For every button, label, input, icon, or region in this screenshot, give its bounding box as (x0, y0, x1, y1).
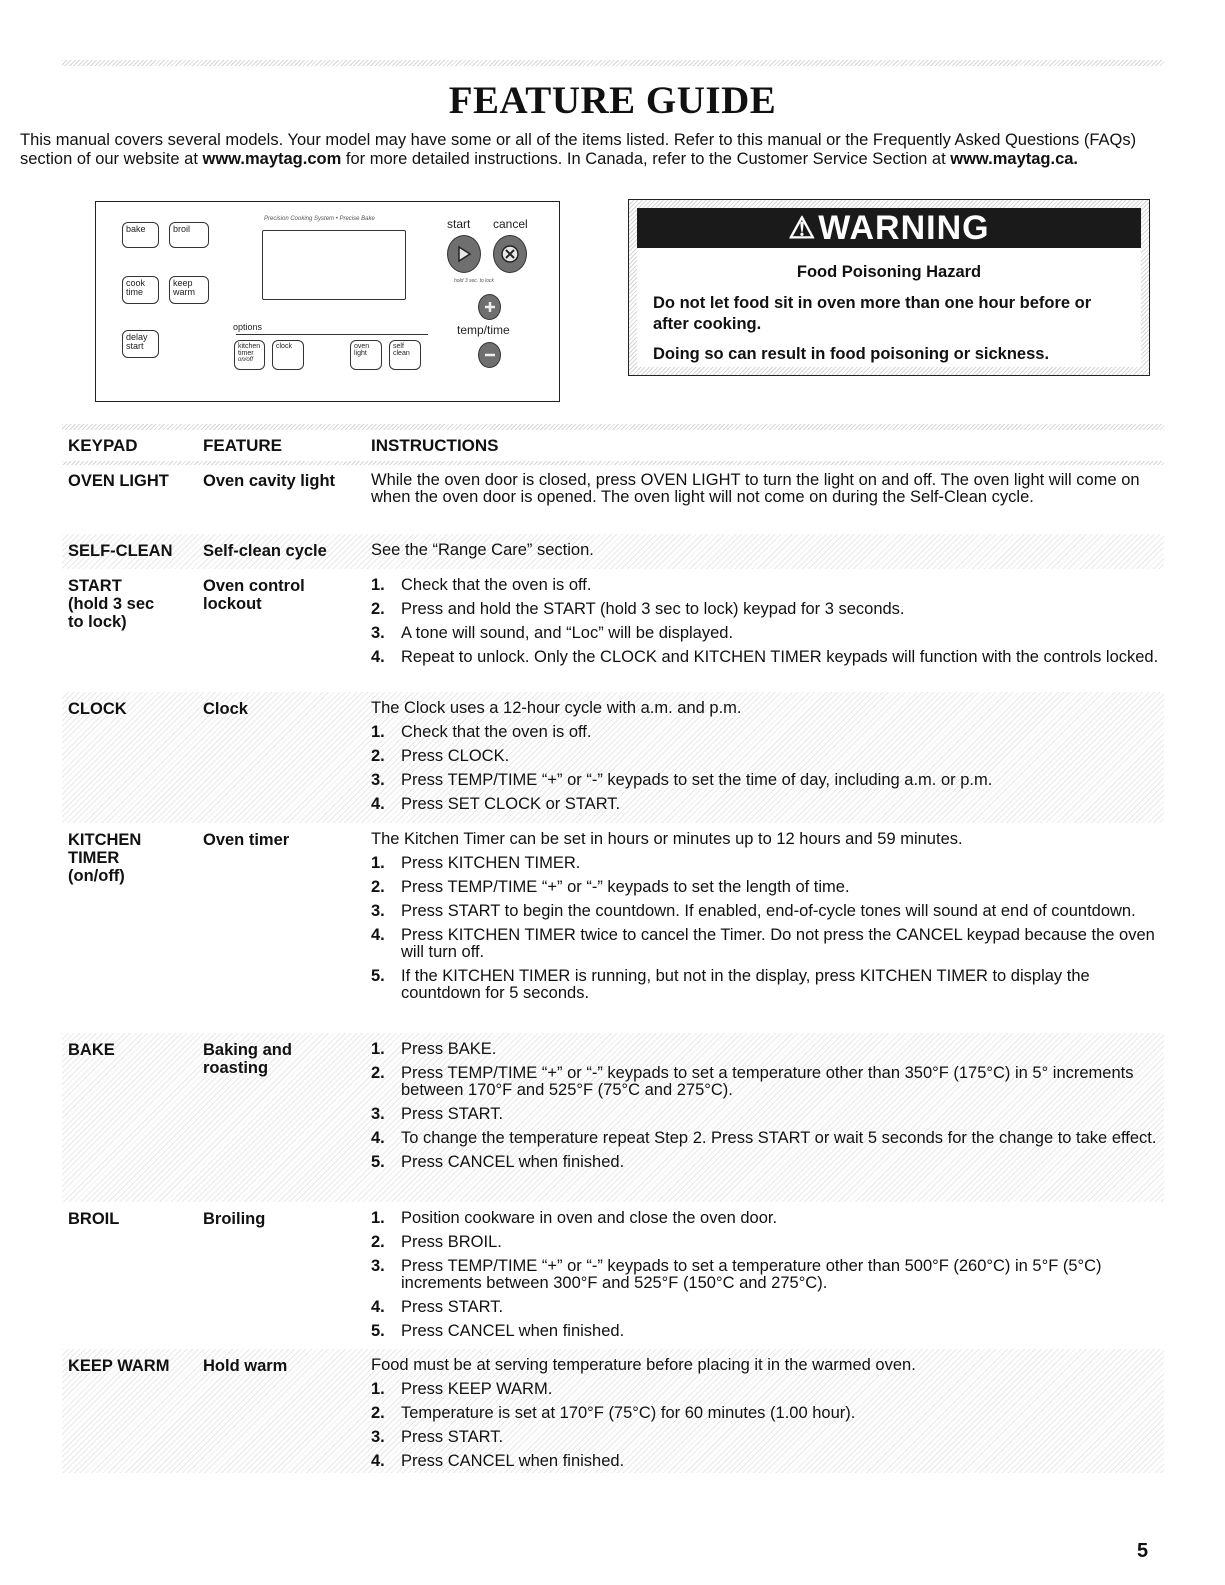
step-number: 1. (371, 854, 385, 872)
step-text: Press START to begin the countdown. If enabled, end-of-cycle tones will sound at end of countdown. (401, 902, 1136, 920)
step-number: 1. (371, 1380, 385, 1398)
options-divider (236, 334, 428, 335)
step-number: 3. (371, 1428, 385, 1446)
table-row (62, 1033, 1164, 1202)
instruction-step (371, 1258, 1161, 1292)
step-text: To change the temperature repeat Step 2. Press START or wait 5 seconds for the change to take effect. (401, 1129, 1157, 1147)
feature-cell: Self-clean cycle (203, 542, 327, 560)
step-text: Press BAKE. (401, 1040, 497, 1058)
instruction-step (371, 1323, 1161, 1340)
step-text: Press START. (401, 1298, 504, 1316)
instruction-step (371, 625, 1161, 642)
instruction-step (371, 1234, 1161, 1251)
instructions-cell (371, 1357, 1161, 1477)
oven-light-key[interactable] (350, 340, 382, 370)
warning-title: WARNING (818, 208, 990, 247)
broil-key-label: broil (173, 224, 191, 234)
step-number: 4. (371, 926, 385, 944)
instruction-step (371, 577, 1161, 594)
oven-light-label-2: light (354, 350, 367, 357)
clock-key[interactable] (272, 340, 304, 370)
step-number: 2. (371, 1064, 385, 1082)
cook-time-key[interactable] (122, 276, 159, 304)
step-text: Press KEEP WARM. (401, 1380, 553, 1398)
instructions-cell (371, 472, 1161, 513)
step-text: Press CANCEL when finished. (401, 1322, 625, 1340)
table-row (62, 464, 1164, 534)
start-label: start (447, 217, 471, 231)
cancel-label: cancel (493, 217, 528, 231)
website-link-us[interactable]: www.maytag.com (202, 150, 342, 168)
step-number: 3. (371, 1257, 385, 1275)
step-number: 2. (371, 1233, 385, 1251)
instruction-step (371, 879, 1161, 896)
instruction-step (371, 1041, 1161, 1058)
instructions-cell (371, 831, 1161, 1009)
instruction-step (371, 649, 1161, 666)
instruction-step (371, 748, 1161, 765)
instruction-step (371, 1405, 1161, 1422)
column-header-instructions: INSTRUCTIONS (371, 436, 499, 455)
table-row (62, 569, 1164, 692)
instructions-cell (371, 1210, 1161, 1347)
step-text: Press TEMP/TIME “+” or “-” keypads to set a temperature other than 350°F (175°C) in 5° increments between 170°F and 525°F (75°C and 275°C). (401, 1064, 1134, 1099)
instruction-step (371, 1210, 1161, 1227)
broil-key[interactable] (169, 222, 209, 248)
kitchen-timer-label-1: kitchen (238, 343, 261, 350)
keep-warm-key[interactable] (169, 276, 209, 304)
step-text: Press and hold the START (hold 3 sec to lock) keypad for 3 seconds. (401, 600, 905, 618)
table-row (62, 692, 1164, 823)
column-header-keypad: KEYPAD (68, 436, 138, 455)
delay-start-label-1: delay (126, 332, 148, 342)
step-text: If the KITCHEN TIMER is running, but not in the display, press KITCHEN TIMER to display the countdown for 5 seconds. (401, 967, 1090, 1002)
instruction-step (371, 1130, 1161, 1147)
step-number: 5. (371, 1322, 385, 1340)
step-text: Press SET CLOCK or START. (401, 795, 621, 813)
page-title: FEATURE GUIDE (448, 79, 777, 122)
keep-warm-label-2: warm (173, 287, 195, 297)
keypad-cell: START (hold 3 sec to lock) (68, 577, 155, 631)
keypad-cell: OVEN LIGHT (68, 472, 169, 490)
table-row (62, 1202, 1164, 1349)
warning-header (637, 208, 1141, 248)
step-text: Press KITCHEN TIMER twice to cancel the Timer. Do not press the CANCEL keypad because the oven will turn off. (401, 926, 1155, 961)
warning-triangle-icon: ⚠ (788, 211, 817, 245)
oven-light-label-1: oven (354, 343, 370, 350)
step-number: 5. (371, 1153, 385, 1171)
step-text: Press BROIL. (401, 1233, 502, 1251)
step-number: 3. (371, 902, 385, 920)
step-number: 3. (371, 624, 385, 642)
kitchen-timer-key[interactable] (234, 340, 265, 370)
step-number: 2. (371, 600, 385, 618)
minus-icon (483, 348, 497, 362)
cook-time-label-1: cook (126, 278, 146, 288)
step-number: 2. (371, 878, 385, 896)
step-number: 1. (371, 723, 385, 741)
step-text: Repeat to unlock. Only the CLOCK and KITCHEN TIMER keypads will function with the controls locked. (401, 648, 1159, 666)
intro-text-1: This manual covers several models. Your model may have some or all of the items listed. Refer to this manual or the Frequently Asked Questions (FAQs) section of our website at (20, 131, 1137, 168)
step-text: Press CLOCK. (401, 747, 510, 765)
keypad-cell: KEEP WARM (68, 1357, 170, 1375)
table-top-rule (62, 424, 1164, 430)
step-number: 4. (371, 1298, 385, 1316)
instruction-text: The Clock uses a 12-hour cycle with a.m. and p.m. (371, 699, 742, 717)
self-clean-key[interactable] (389, 340, 421, 370)
feature-cell: Oven timer (203, 831, 290, 849)
step-number: 2. (371, 747, 385, 765)
instruction-step (371, 1299, 1161, 1316)
start-button[interactable] (447, 235, 481, 273)
keypad-cell: KITCHEN TIMER (on/off) (68, 831, 142, 885)
clock-key-label: clock (276, 343, 292, 350)
temp-time-label: temp/time (457, 323, 510, 337)
plus-icon (483, 300, 497, 314)
step-text: Check that the oven is off. (401, 576, 592, 594)
self-clean-label-1: self (393, 343, 404, 350)
instruction-step (371, 903, 1161, 920)
step-text: Press START. (401, 1428, 504, 1446)
bake-key-label: bake (126, 224, 146, 234)
warning-box (628, 199, 1150, 376)
feature-cell: Oven control lockout (203, 577, 305, 613)
self-clean-label-2: clean (393, 350, 410, 357)
step-number: 4. (371, 795, 385, 813)
keypad-cell: BAKE (68, 1041, 115, 1059)
display-window (262, 230, 406, 300)
page-number: 5 (1137, 1540, 1149, 1562)
instructions-cell (371, 577, 1161, 673)
keypad-cell: SELF-CLEAN (68, 542, 173, 560)
instruction-step (371, 772, 1161, 789)
instruction-step (371, 601, 1161, 618)
intro-text-2: for more detailed instructions. In Canada, refer to the Customer Service Section at (341, 150, 951, 168)
keep-warm-label-1: keep (173, 278, 193, 288)
cancel-button[interactable] (493, 235, 527, 273)
feature-cell: Hold warm (203, 1357, 288, 1375)
intro-paragraph (20, 131, 1180, 169)
instructions-cell (371, 542, 1161, 566)
website-link-ca[interactable]: www.maytag.ca. (950, 150, 1079, 168)
instruction-step (371, 724, 1161, 741)
cancel-icon (500, 244, 520, 264)
step-text: Position cookware in oven and close the oven door. (401, 1209, 778, 1227)
options-label: options (233, 322, 263, 332)
instruction-step (371, 1381, 1161, 1398)
step-text: Press TEMP/TIME “+” or “-” keypads to set the time of day, including a.m. or p.m. (401, 771, 993, 789)
feature-cell: Clock (203, 700, 248, 718)
warning-line-1: Do not let food sit in oven more than one hour before or after cooking. (653, 294, 1092, 333)
hold-lock-label: hold 3 sec. to lock (454, 278, 495, 284)
cook-time-label-2: time (126, 287, 144, 297)
step-text: Press TEMP/TIME “+” or “-” keypads to set the length of time. (401, 878, 850, 896)
instructions-cell (371, 700, 1161, 820)
keypad-cell: BROIL (68, 1210, 120, 1228)
table-row (62, 823, 1164, 1033)
step-text: Press START. (401, 1105, 504, 1123)
step-text: Press TEMP/TIME “+” or “-” keypads to set a temperature other than 500°F (260°C) in 5°F (5°C) increments between 300°F and 525°F (150°C and 275°C). (401, 1257, 1102, 1292)
table-row (62, 534, 1164, 569)
step-number: 4. (371, 648, 385, 666)
warning-line-2: Doing so can result in food poisoning or sickness. (653, 345, 1050, 363)
instructions-cell (371, 1041, 1161, 1178)
feature-cell: Oven cavity light (203, 472, 336, 490)
step-number: 5. (371, 967, 385, 985)
step-number: 4. (371, 1129, 385, 1147)
control-panel-diagram (95, 201, 560, 402)
instruction-step (371, 927, 1161, 961)
step-text: Check that the oven is off. (401, 723, 592, 741)
instruction-step (371, 1106, 1161, 1123)
instruction-step (371, 1154, 1161, 1171)
play-icon (455, 245, 473, 263)
brand-text: Precision Cooking System • Precise Bake (264, 216, 375, 222)
instruction-text: Food must be at serving temperature before placing it in the warmed oven. (371, 1356, 916, 1374)
step-text: Temperature is set at 170°F (75°C) for 60 minutes (1.00 hour). (401, 1404, 856, 1422)
instruction-step (371, 968, 1161, 1002)
step-number: 4. (371, 1452, 385, 1470)
feature-cell: Baking and roasting (203, 1041, 292, 1077)
kitchen-timer-label-3: on/off (238, 357, 254, 363)
instruction-step (371, 1065, 1161, 1099)
step-number: 2. (371, 1404, 385, 1422)
instruction-text: See the “Range Care” section. (371, 541, 594, 559)
delay-start-label-2: start (126, 341, 144, 351)
instruction-step (371, 1429, 1161, 1446)
step-number: 1. (371, 1040, 385, 1058)
instruction-text: While the oven door is closed, press OVEN LIGHT to turn the light on and off. The oven light will come on when the oven door is opened. The oven light will not come on during the Self-Clean cycle. (371, 471, 1140, 506)
step-number: 3. (371, 771, 385, 789)
temp-time-plus-button[interactable] (478, 294, 501, 320)
warning-body (637, 208, 1141, 367)
instruction-step (371, 796, 1161, 813)
kitchen-timer-label-2: timer (238, 350, 254, 357)
instruction-text: The Kitchen Timer can be set in hours or minutes up to 12 hours and 59 minutes. (371, 830, 963, 848)
step-text: Press KITCHEN TIMER. (401, 854, 581, 872)
feature-cell: Broiling (203, 1210, 266, 1228)
step-text: A tone will sound, and “Loc” will be displayed. (401, 624, 734, 642)
step-number: 1. (371, 1209, 385, 1227)
instruction-step (371, 855, 1161, 872)
table-row (62, 1349, 1164, 1473)
keypad-cell: CLOCK (68, 700, 127, 718)
bake-key[interactable] (122, 222, 159, 248)
instruction-step (371, 1453, 1161, 1470)
warning-hazard: Food Poisoning Hazard (796, 263, 982, 281)
step-text: Press CANCEL when finished. (401, 1452, 625, 1470)
step-number: 3. (371, 1105, 385, 1123)
step-number: 1. (371, 576, 385, 594)
temp-time-minus-button[interactable] (478, 342, 501, 368)
step-text: Press CANCEL when finished. (401, 1153, 625, 1171)
column-header-feature: FEATURE (203, 436, 283, 455)
delay-start-key[interactable] (122, 330, 159, 358)
top-rule (62, 60, 1164, 66)
